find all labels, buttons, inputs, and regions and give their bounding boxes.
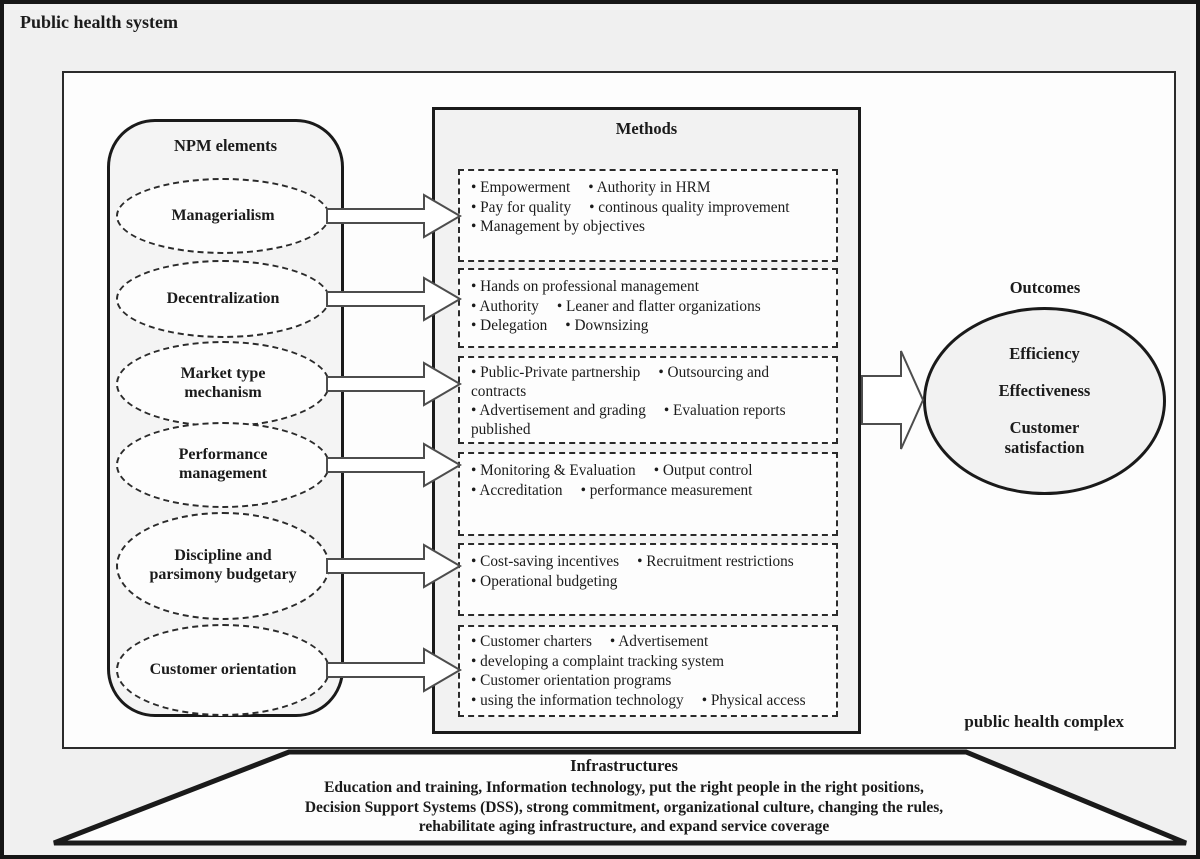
method-line: [471, 632, 827, 652]
method-item: • Management by objectives: [471, 218, 645, 235]
method-item: • Operational budgeting: [471, 572, 618, 590]
npm-node-label: Managerialism: [171, 206, 275, 224]
npm-node-decentralization: [116, 260, 330, 338]
method-box-customer-orientation: [458, 625, 838, 717]
infrastructures-line: Education and training, Information technology, put the right people in the right positions,: [324, 779, 924, 796]
npm-node-label: Decentralization: [166, 289, 280, 307]
method-line: [471, 382, 827, 401]
method-item: • developing a complaint tracking system: [471, 652, 725, 670]
npm-node-label: Discipline and parsimony budgetary: [149, 547, 297, 583]
method-line: [471, 316, 827, 336]
npm-node-label: Performance management: [178, 446, 268, 482]
infrastructures-line: Decision Support Systems (DSS), strong commitment, organizational culture, changing the rules,: [304, 798, 944, 816]
outcome-item: Effectiveness: [998, 381, 1091, 401]
method-line: [471, 178, 827, 198]
method-line: [471, 552, 827, 572]
npm-node-managerialism: [116, 178, 330, 254]
npm-node-discipline-parsimony-budgetary: [116, 512, 330, 620]
arrow-customer-orientation-to-methods-icon: [326, 647, 463, 693]
npm-node-market-type-mechanism: [116, 341, 330, 427]
method-item: • Pay for quality: [471, 198, 572, 216]
method-line: [471, 420, 827, 439]
infrastructures-text: [174, 756, 1074, 837]
arrow-managerialism-to-methods-icon: [326, 193, 463, 239]
npm-elements-title: NPM elements: [173, 136, 278, 155]
method-item: • Output control: [653, 462, 753, 479]
npm-node-performance-management: [116, 422, 330, 508]
method-item: • Delegation: [471, 317, 548, 334]
method-item: • using the information technology: [471, 691, 684, 709]
method-item: • Cost-saving incentives: [471, 553, 620, 570]
method-item: • Customer orientation programs: [471, 672, 672, 689]
method-line: [471, 217, 827, 237]
public-health-complex-label: public health complex: [964, 712, 1124, 731]
method-line: [471, 652, 827, 672]
method-item: • Public-Private partnership: [471, 364, 641, 381]
diagram-title: Public health system: [20, 12, 179, 32]
method-item: • Recruitment restrictions: [637, 553, 794, 570]
method-item: • Hands on professional management: [471, 278, 699, 295]
method-box-performance-management: [458, 452, 838, 536]
npm-node-customer-orientation: [116, 624, 330, 716]
npm-node-label: Market type mechanism: [180, 365, 266, 401]
method-item: • Leaner and flatter organizations: [556, 297, 761, 315]
method-line: [471, 297, 827, 317]
method-item: • Authority: [471, 297, 539, 315]
method-item: • Physical access: [701, 691, 806, 709]
method-item: • Customer charters: [471, 633, 592, 650]
methods-title: Methods: [615, 119, 678, 138]
method-line: [471, 277, 827, 297]
method-line: [471, 671, 827, 691]
method-item: • Monitoring & Evaluation: [471, 462, 636, 479]
method-item: • continous quality improvement: [589, 198, 790, 216]
method-item: • Authority in HRM: [588, 179, 711, 196]
method-box-managerialism: [458, 169, 838, 262]
method-item: contracts: [471, 383, 527, 400]
method-box-discipline-parsimony: [458, 543, 838, 616]
arrow-performance-to-methods-icon: [326, 442, 463, 488]
method-line: [471, 691, 827, 711]
npm-node-label: Customer orientation: [149, 660, 297, 678]
method-item: • Outsourcing and: [658, 364, 770, 381]
method-line: [471, 363, 827, 382]
arrow-discipline-to-methods-icon: [326, 543, 463, 589]
arrow-methods-to-outcomes-icon: [861, 348, 925, 452]
method-line: [471, 572, 827, 592]
method-item: • Downsizing: [565, 317, 649, 334]
outcome-item: Efficiency: [1009, 344, 1080, 364]
method-item: • Advertisement: [609, 633, 709, 650]
method-item: published: [471, 421, 531, 438]
method-box-decentralization: [458, 268, 838, 348]
method-item: • Evaluation reports: [663, 402, 786, 419]
infrastructures-title: Infrastructures: [570, 756, 678, 775]
method-line: [471, 198, 827, 218]
method-item: • Accreditation: [471, 481, 563, 499]
method-line: [471, 481, 827, 501]
method-box-market-type-mechanism: [458, 356, 838, 444]
arrow-decentralization-to-methods-icon: [326, 276, 463, 322]
infrastructures-line: rehabilitate aging infrastructure, and expand service coverage: [418, 818, 830, 835]
method-item: • Empowerment: [471, 179, 571, 196]
outcomes-title: Outcomes: [1009, 278, 1081, 297]
method-line: [471, 461, 827, 481]
method-line: [471, 401, 827, 420]
method-item: • performance measurement: [580, 481, 753, 499]
outcome-item: Customer satisfaction: [1004, 418, 1085, 457]
arrow-market-type-to-methods-icon: [326, 361, 463, 407]
method-item: • Advertisement and grading: [471, 402, 646, 419]
